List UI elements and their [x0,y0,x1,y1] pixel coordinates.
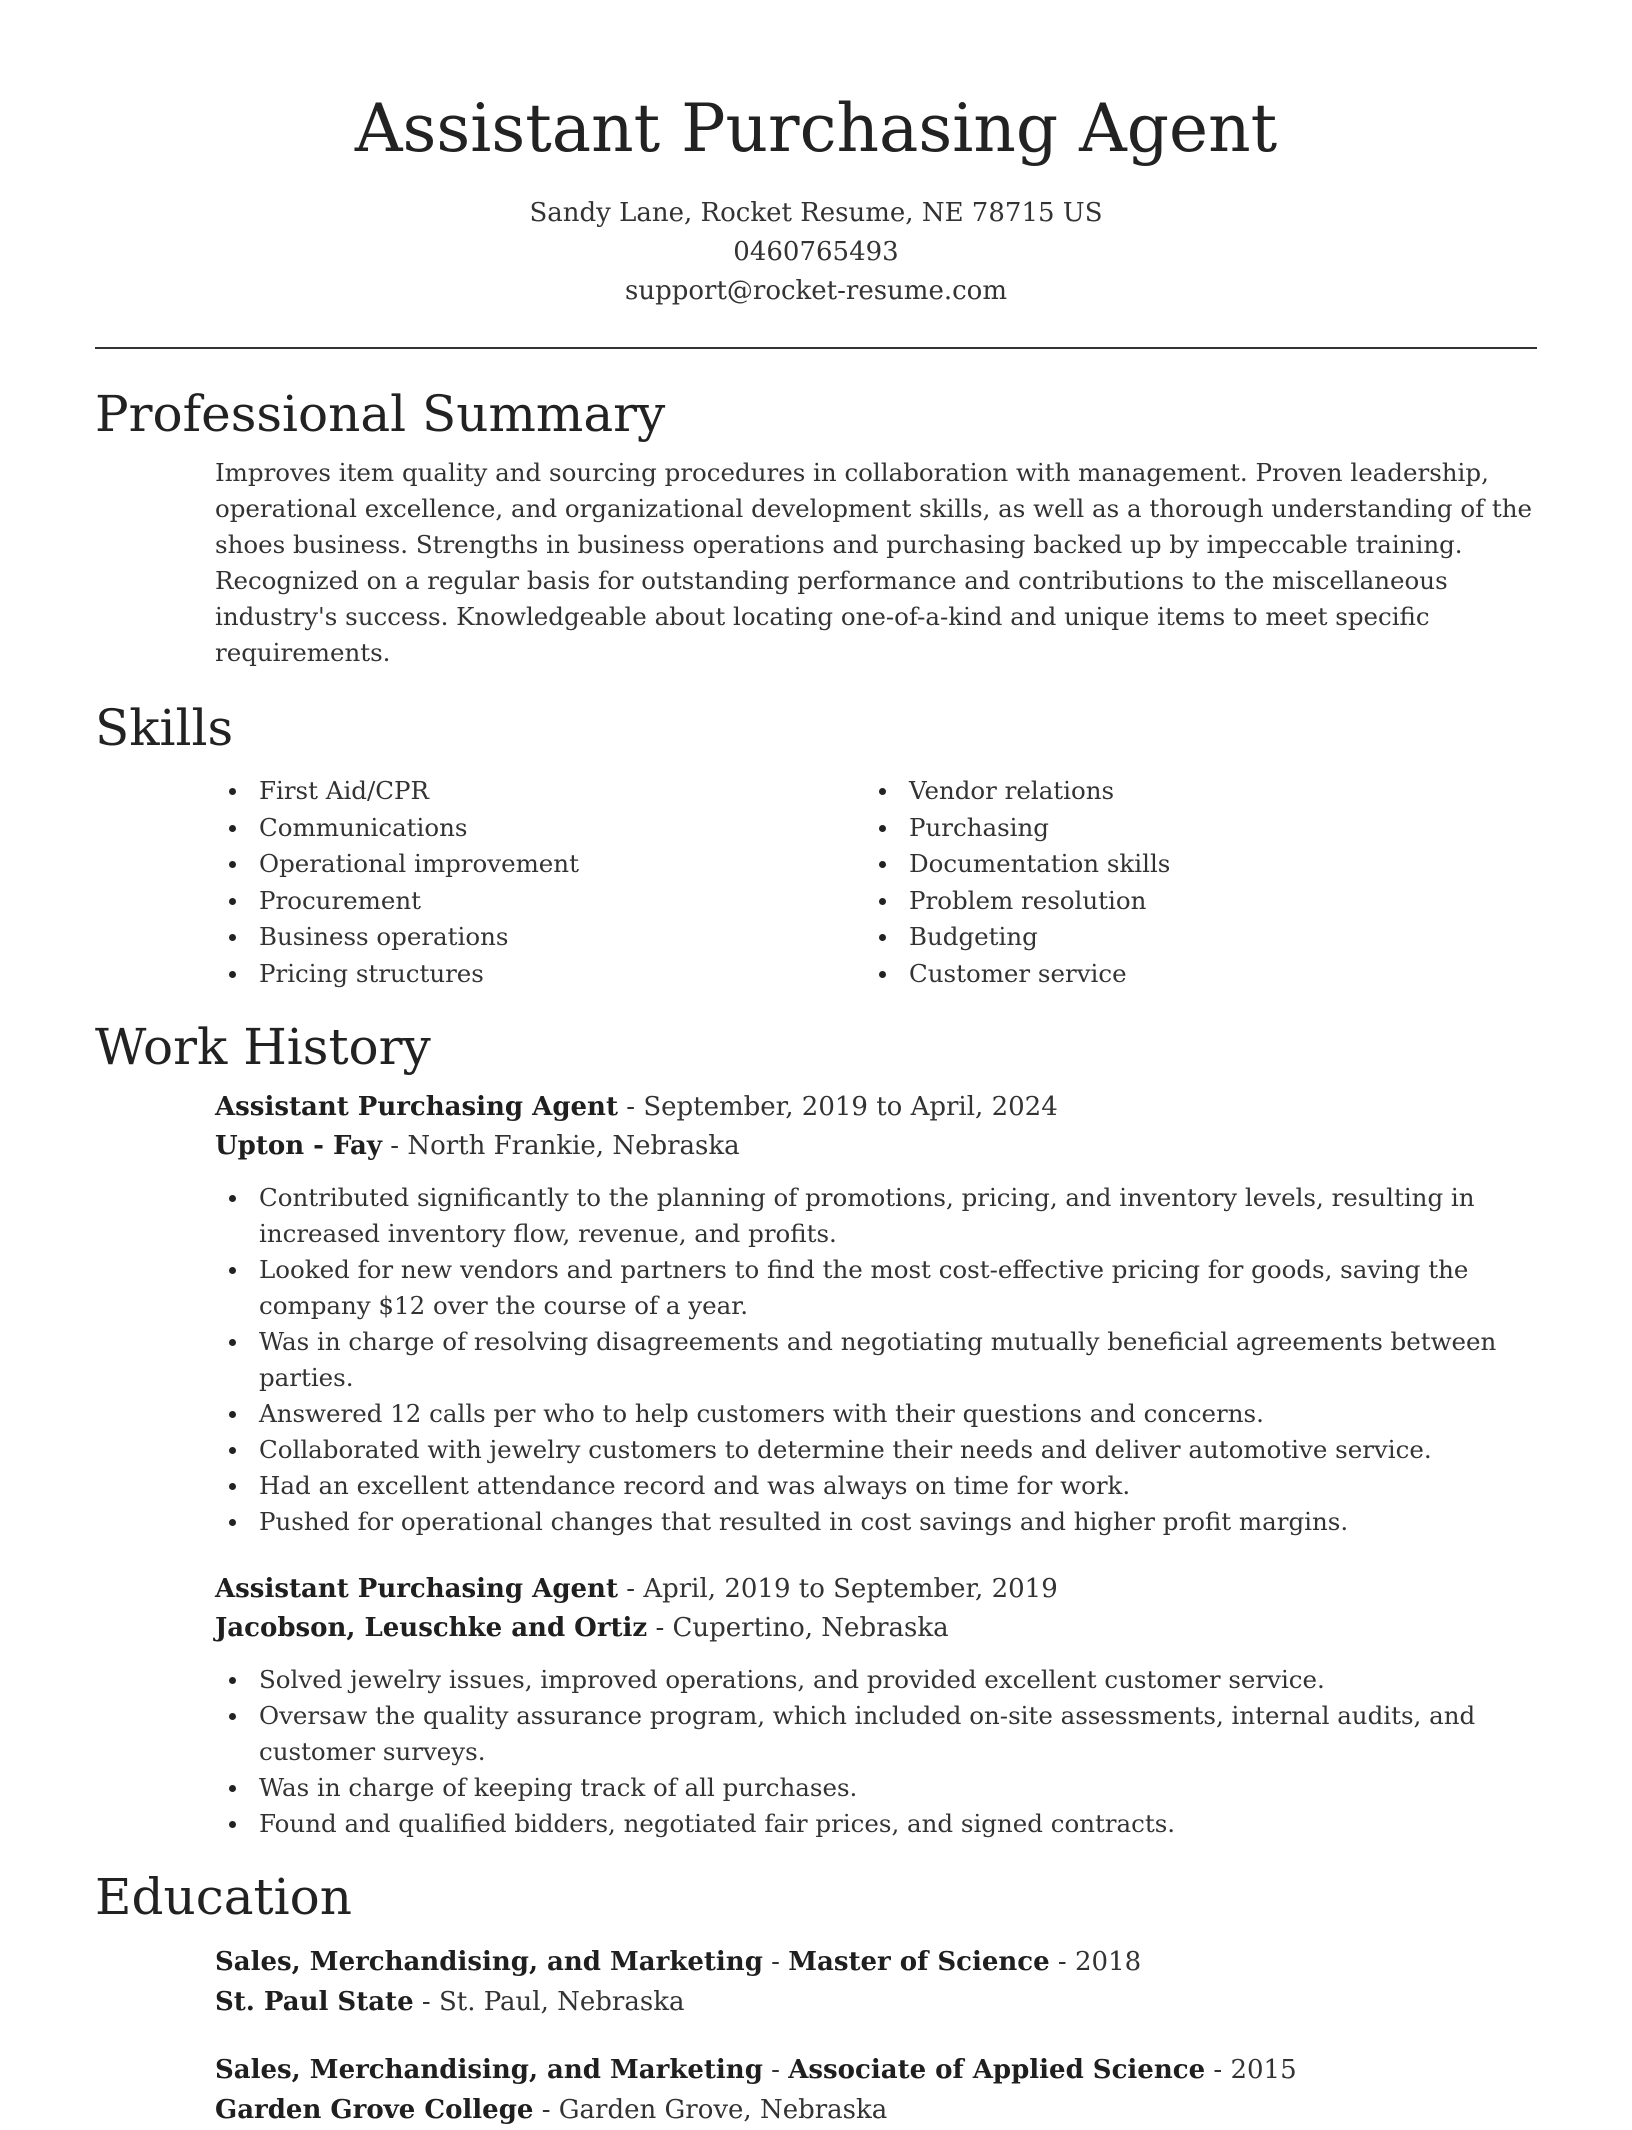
job-entry [215,1088,1537,1540]
job-company-line [215,1609,1537,1648]
skill-item: Vendor relations [865,773,1515,810]
skill-item: Customer service [865,956,1515,993]
page-title: Assistant Purchasing Agent [354,90,1278,167]
education-field: Sales, Merchandising, and Marketing [215,1947,763,1977]
header-divider [95,347,1537,349]
skills-right-list [865,773,1515,992]
contact-block [95,194,1537,311]
skill-item: Procurement [215,883,865,920]
job-dates: September, 2019 to April, 2024 [643,1092,1058,1122]
separator: - [617,1574,644,1604]
education-school: St. Paul State [215,1987,414,2017]
phone-line: 0460765493 [733,237,899,267]
work-history-section [95,1016,1537,1842]
job-bullet: Had an excellent attendance record and was always on time for work. [215,1468,1537,1504]
job-company-line [215,1127,1537,1166]
job-entry [215,1570,1537,1842]
education-degree: Associate of Applied Science [788,2055,1206,2085]
job-bullet: Found and qualified bidders, negotiated fair prices, and signed contracts. [215,1806,1537,1842]
skill-item: Communications [215,810,865,847]
summary-heading: Professional Summary [95,385,666,443]
education-year: 2018 [1075,1947,1142,1977]
job-title-line [215,1088,1537,1127]
separator: - [533,2095,559,2125]
separator: - [762,1947,789,1977]
separator: - [617,1092,644,1122]
education-school-line [215,1982,1537,2022]
job-title: Assistant Purchasing Agent [215,1574,618,1604]
job-bullets [215,1662,1537,1842]
education-location: St. Paul, Nebraska [438,1987,685,2017]
job-company: Upton - Fay [215,1131,382,1161]
job-location: North Frankie, Nebraska [407,1131,740,1161]
education-location: Garden Grove, Nebraska [558,2095,888,2125]
education-school: Garden Grove College [215,2095,534,2125]
job-bullet: Was in charge of keeping track of all purchases. [215,1770,1537,1806]
job-bullet: Answered 12 calls per who to help customers with their questions and concerns. [215,1396,1537,1432]
education-entry [215,2050,1537,2130]
job-bullet: Oversaw the quality assurance program, which included on-site assessments, internal audits, and customer surveys. [215,1698,1537,1770]
education-entry [215,1942,1537,2022]
job-bullets [215,1180,1537,1540]
education-heading: Education [95,1868,352,1926]
skill-item: Pricing structures [215,956,865,993]
job-location: Cupertino, Nebraska [672,1613,949,1643]
skills-columns [215,773,1537,992]
skills-heading: Skills [95,699,234,757]
separator: - [647,1613,673,1643]
job-title: Assistant Purchasing Agent [215,1092,618,1122]
education-section [95,1866,1537,2130]
skills-left-list [215,773,865,992]
job-company: Jacobson, Leuschke and Ortiz [215,1613,648,1643]
skill-item: Problem resolution [865,883,1515,920]
summary-text: Improves item quality and sourcing procedures in collaboration with management. Proven leadership, operational excellence, and organizational development skills, as well as a thorough understanding of the shoes business. Strengths in business operations and purchasing backed up by impeccable training. Recognized on a regular basis for outstanding performance and contributions to the miscellaneous industry's success. Knowledgeable about locating one-of-a-kind and unique items to meet specific requirements. [215,458,1533,667]
job-bullet: Was in charge of resolving disagreements and negotiating mutually beneficial agreements between parties. [215,1324,1537,1396]
separator: - [762,2055,789,2085]
separator: - [1205,2055,1231,2085]
summary-section [95,383,1537,671]
job-bullet: Pushed for operational changes that resulted in cost savings and higher profit margins. [215,1504,1537,1540]
skill-item: Operational improvement [215,846,865,883]
resume-header [95,0,1537,311]
education-degree: Master of Science [788,1947,1050,1977]
education-year: 2015 [1230,2055,1297,2085]
separator: - [1049,1947,1075,1977]
email-line: support@rocket-resume.com [624,276,1007,306]
skill-item: Business operations [215,919,865,956]
separator: - [413,1987,439,2017]
separator: - [382,1131,408,1161]
skill-item: Documentation skills [865,846,1515,883]
education-degree-line [215,1942,1537,1982]
job-bullet: Collaborated with jewelry customers to determine their needs and deliver automotive service. [215,1432,1537,1468]
education-field: Sales, Merchandising, and Marketing [215,2055,763,2085]
job-bullet: Looked for new vendors and partners to find the most cost-effective pricing for goods, saving the company $12 over the course of a year. [215,1252,1537,1324]
job-bullet: Contributed significantly to the planning of promotions, pricing, and inventory levels, resulting in increased inventory flow, revenue, and profits. [215,1180,1537,1252]
job-dates: April, 2019 to September, 2019 [643,1574,1058,1604]
skill-item: Purchasing [865,810,1515,847]
skill-item: Budgeting [865,919,1515,956]
skill-item: First Aid/CPR [215,773,865,810]
address-line: Sandy Lane, Rocket Resume, NE 78715 US [529,198,1103,228]
education-school-line [215,2090,1537,2130]
education-degree-line [215,2050,1537,2090]
work-history-heading: Work History [95,1018,431,1076]
skills-section [95,697,1537,992]
job-bullet: Solved jewelry issues, improved operations, and provided excellent customer service. [215,1662,1537,1698]
job-title-line [215,1570,1537,1609]
